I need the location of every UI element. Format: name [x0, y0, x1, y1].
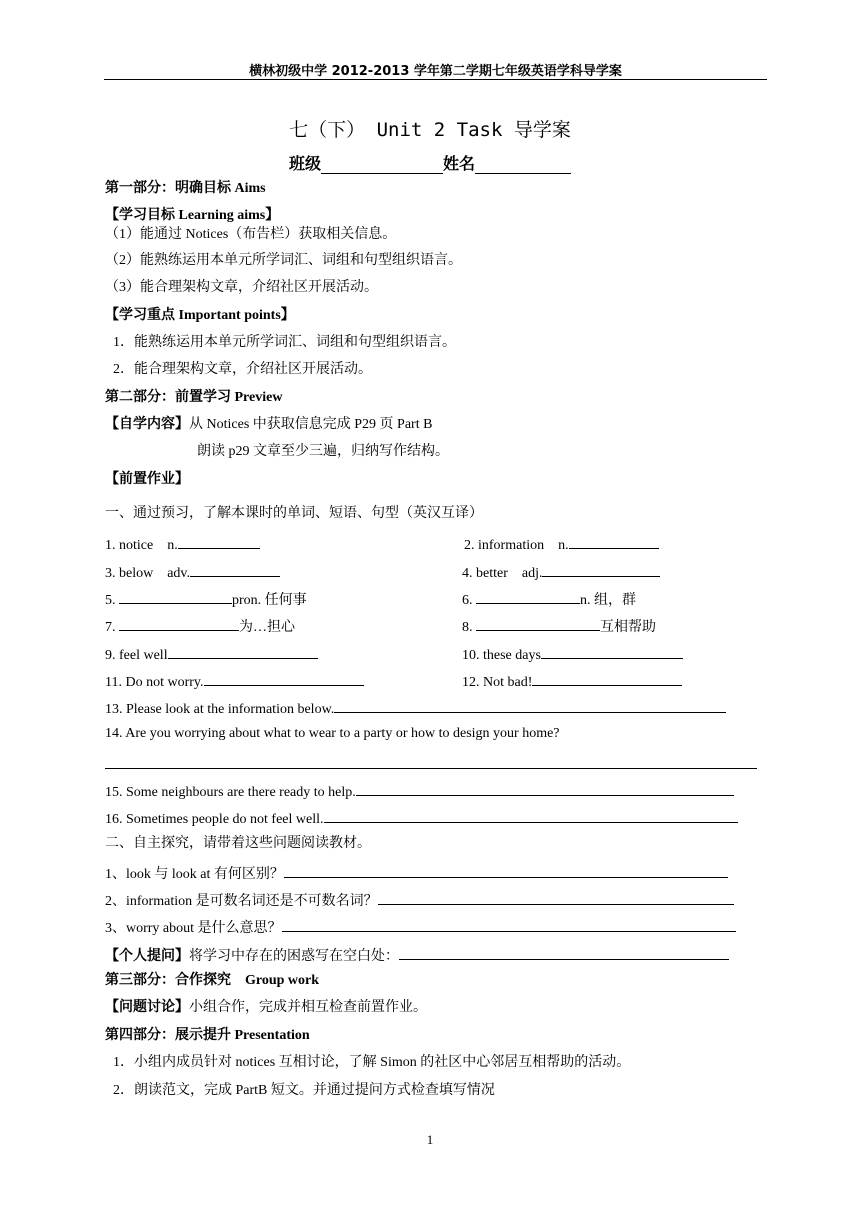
- question-text: 1、look 与 look at 有何区别？: [105, 867, 284, 882]
- vocab-item-8: [462, 615, 656, 637]
- vocab-text: 5.: [105, 593, 119, 608]
- answer-blank[interactable]: [399, 944, 729, 960]
- answer-blank[interactable]: [356, 780, 734, 796]
- vocab-item-7: [105, 615, 295, 637]
- vocab-text: n. 组，群: [580, 593, 636, 608]
- vocab-text: 8.: [462, 620, 476, 635]
- part3-heading: 第三部分：合作探究 Group work: [105, 973, 320, 988]
- answer-blank[interactable]: [476, 615, 600, 631]
- aim-item: （1）能通过 Notices（布告栏）获取相关信息。: [105, 227, 397, 242]
- question-1: [105, 862, 728, 884]
- sentence-16: [105, 807, 738, 829]
- vocab-text: 互相帮助: [600, 620, 656, 635]
- vocab-item-6: [462, 588, 636, 610]
- sentence-15: [105, 780, 734, 802]
- presentation-item: 2．朗读范文，完成 PartB 短文。并通过提问方式检查填写情况: [113, 1083, 495, 1098]
- point-item: 2．能合理架构文章，介绍社区开展活动。: [113, 362, 372, 377]
- answer-blank[interactable]: [119, 588, 232, 604]
- vocab-item-4: [462, 561, 660, 583]
- point-item: 1．能熟练运用本单元所学词汇、词组和句型组织语言。: [113, 335, 456, 350]
- task2-instruction: 二、自主探究，请带着这些问题阅读教材。: [105, 836, 371, 851]
- vocab-text: 12. Not bad!: [462, 675, 533, 690]
- name-label: 姓名: [443, 154, 476, 173]
- answer-blank[interactable]: [476, 588, 580, 604]
- page-title: 七（下） Unit 2 Task 导学案: [289, 119, 571, 141]
- self-study-label: 【自学内容】: [105, 417, 189, 432]
- vocab-text: 2. information n.: [464, 538, 569, 553]
- answer-blank[interactable]: [168, 643, 318, 659]
- vocab-text: 6.: [462, 593, 476, 608]
- discussion-text: 小组合作，完成并相互检查前置作业。: [189, 1000, 427, 1015]
- sentence-text: 15. Some neighbours are there ready to help.: [105, 785, 356, 800]
- vocab-item-2: [464, 533, 659, 555]
- answer-blank[interactable]: [542, 561, 660, 577]
- class-blank[interactable]: [321, 156, 443, 174]
- name-blank[interactable]: [475, 156, 571, 174]
- question-text: 3、worry about 是什么意思？: [105, 921, 282, 936]
- vocab-text: 1. notice n.: [105, 538, 178, 553]
- class-name-line: [0, 151, 860, 174]
- answer-blank[interactable]: [190, 561, 280, 577]
- class-label: 班级: [288, 154, 321, 173]
- sentence-14: 14. Are you worrying about what to wear to a party or how to design your home?: [105, 726, 560, 741]
- question-text: 2、information 是可数名词还是不可数名词？: [105, 894, 378, 909]
- answer-blank[interactable]: [334, 697, 726, 713]
- part2-heading: 第二部分：前置学习 Preview: [105, 390, 283, 405]
- header-rule: [104, 79, 767, 80]
- vocab-text: pron. 任何事: [232, 593, 307, 608]
- self-study-text-2: 朗读 p29 文章至少三遍，归纳写作结构。: [197, 444, 449, 459]
- vocab-text: 7.: [105, 620, 119, 635]
- vocab-item-9: [105, 643, 318, 665]
- part4-heading: 第四部分：展示提升 Presentation: [105, 1028, 310, 1043]
- homework-heading: 【前置作业】: [105, 472, 189, 487]
- vocab-text: 11. Do not worry.: [105, 675, 204, 690]
- answer-blank[interactable]: [569, 533, 659, 549]
- page-header: 横林初级中学 2012-2013 学年第二学期七年级英语学科导学案: [249, 64, 622, 79]
- sentence-13: [105, 697, 726, 719]
- page-number: 1: [426, 1132, 434, 1147]
- personal-question-line: [105, 944, 729, 966]
- discussion-label: 【问题讨论】: [105, 1000, 189, 1015]
- answer-blank[interactable]: [541, 643, 683, 659]
- aim-item: （3）能合理架构文章，介绍社区开展活动。: [105, 280, 378, 295]
- vocab-item-11: [105, 670, 364, 692]
- answer-blank[interactable]: [282, 916, 736, 932]
- answer-blank[interactable]: [532, 670, 682, 686]
- discussion-line: [105, 999, 427, 1017]
- vocab-text: 9. feel well: [105, 648, 168, 663]
- sentence-text: 16. Sometimes people do not feel well.: [105, 812, 324, 827]
- answer-blank[interactable]: [204, 670, 364, 686]
- personal-question-text: 将学习中存在的困惑写在空白处：: [189, 949, 399, 964]
- question-3: [105, 916, 736, 938]
- vocab-item-1: [105, 533, 260, 555]
- self-study-line: [105, 416, 432, 434]
- question-2: [105, 889, 734, 911]
- aims-heading: 【学习目标 Learning aims】: [105, 208, 280, 223]
- vocab-text: 为…担心: [239, 620, 295, 635]
- vocab-item-3: [105, 561, 280, 583]
- points-heading: 【学习重点 Important points】: [105, 308, 295, 323]
- answer-blank[interactable]: [284, 862, 728, 878]
- vocab-item-5: [105, 588, 307, 610]
- vocab-text: 4. better adj.: [462, 566, 543, 581]
- vocab-item-12: [462, 670, 682, 692]
- answer-blank[interactable]: [324, 807, 738, 823]
- answer-line-14[interactable]: [105, 768, 757, 769]
- answer-blank[interactable]: [178, 533, 260, 549]
- personal-question-label: 【个人提问】: [105, 949, 189, 964]
- answer-blank[interactable]: [119, 615, 239, 631]
- vocab-text: 10. these days: [462, 648, 541, 663]
- task1-instruction: 一、通过预习，了解本课时的单词、短语、句型（英汉互译）: [105, 506, 483, 521]
- aim-item: （2）能熟练运用本单元所学词汇、词组和句型组织语言。: [105, 253, 462, 268]
- vocab-text: 3. below adv.: [105, 566, 191, 581]
- vocab-item-10: [462, 643, 683, 665]
- sentence-text: 13. Please look at the information below.: [105, 702, 335, 717]
- presentation-item: 1．小组内成员针对 notices 互相讨论，了解 Simon 的社区中心邻居互相帮助的活动。: [113, 1055, 631, 1070]
- self-study-text: 从 Notices 中获取信息完成 P29 页 Part B: [189, 417, 433, 432]
- answer-blank[interactable]: [378, 889, 734, 905]
- part1-heading: 第一部分：明确目标 Aims: [105, 181, 266, 196]
